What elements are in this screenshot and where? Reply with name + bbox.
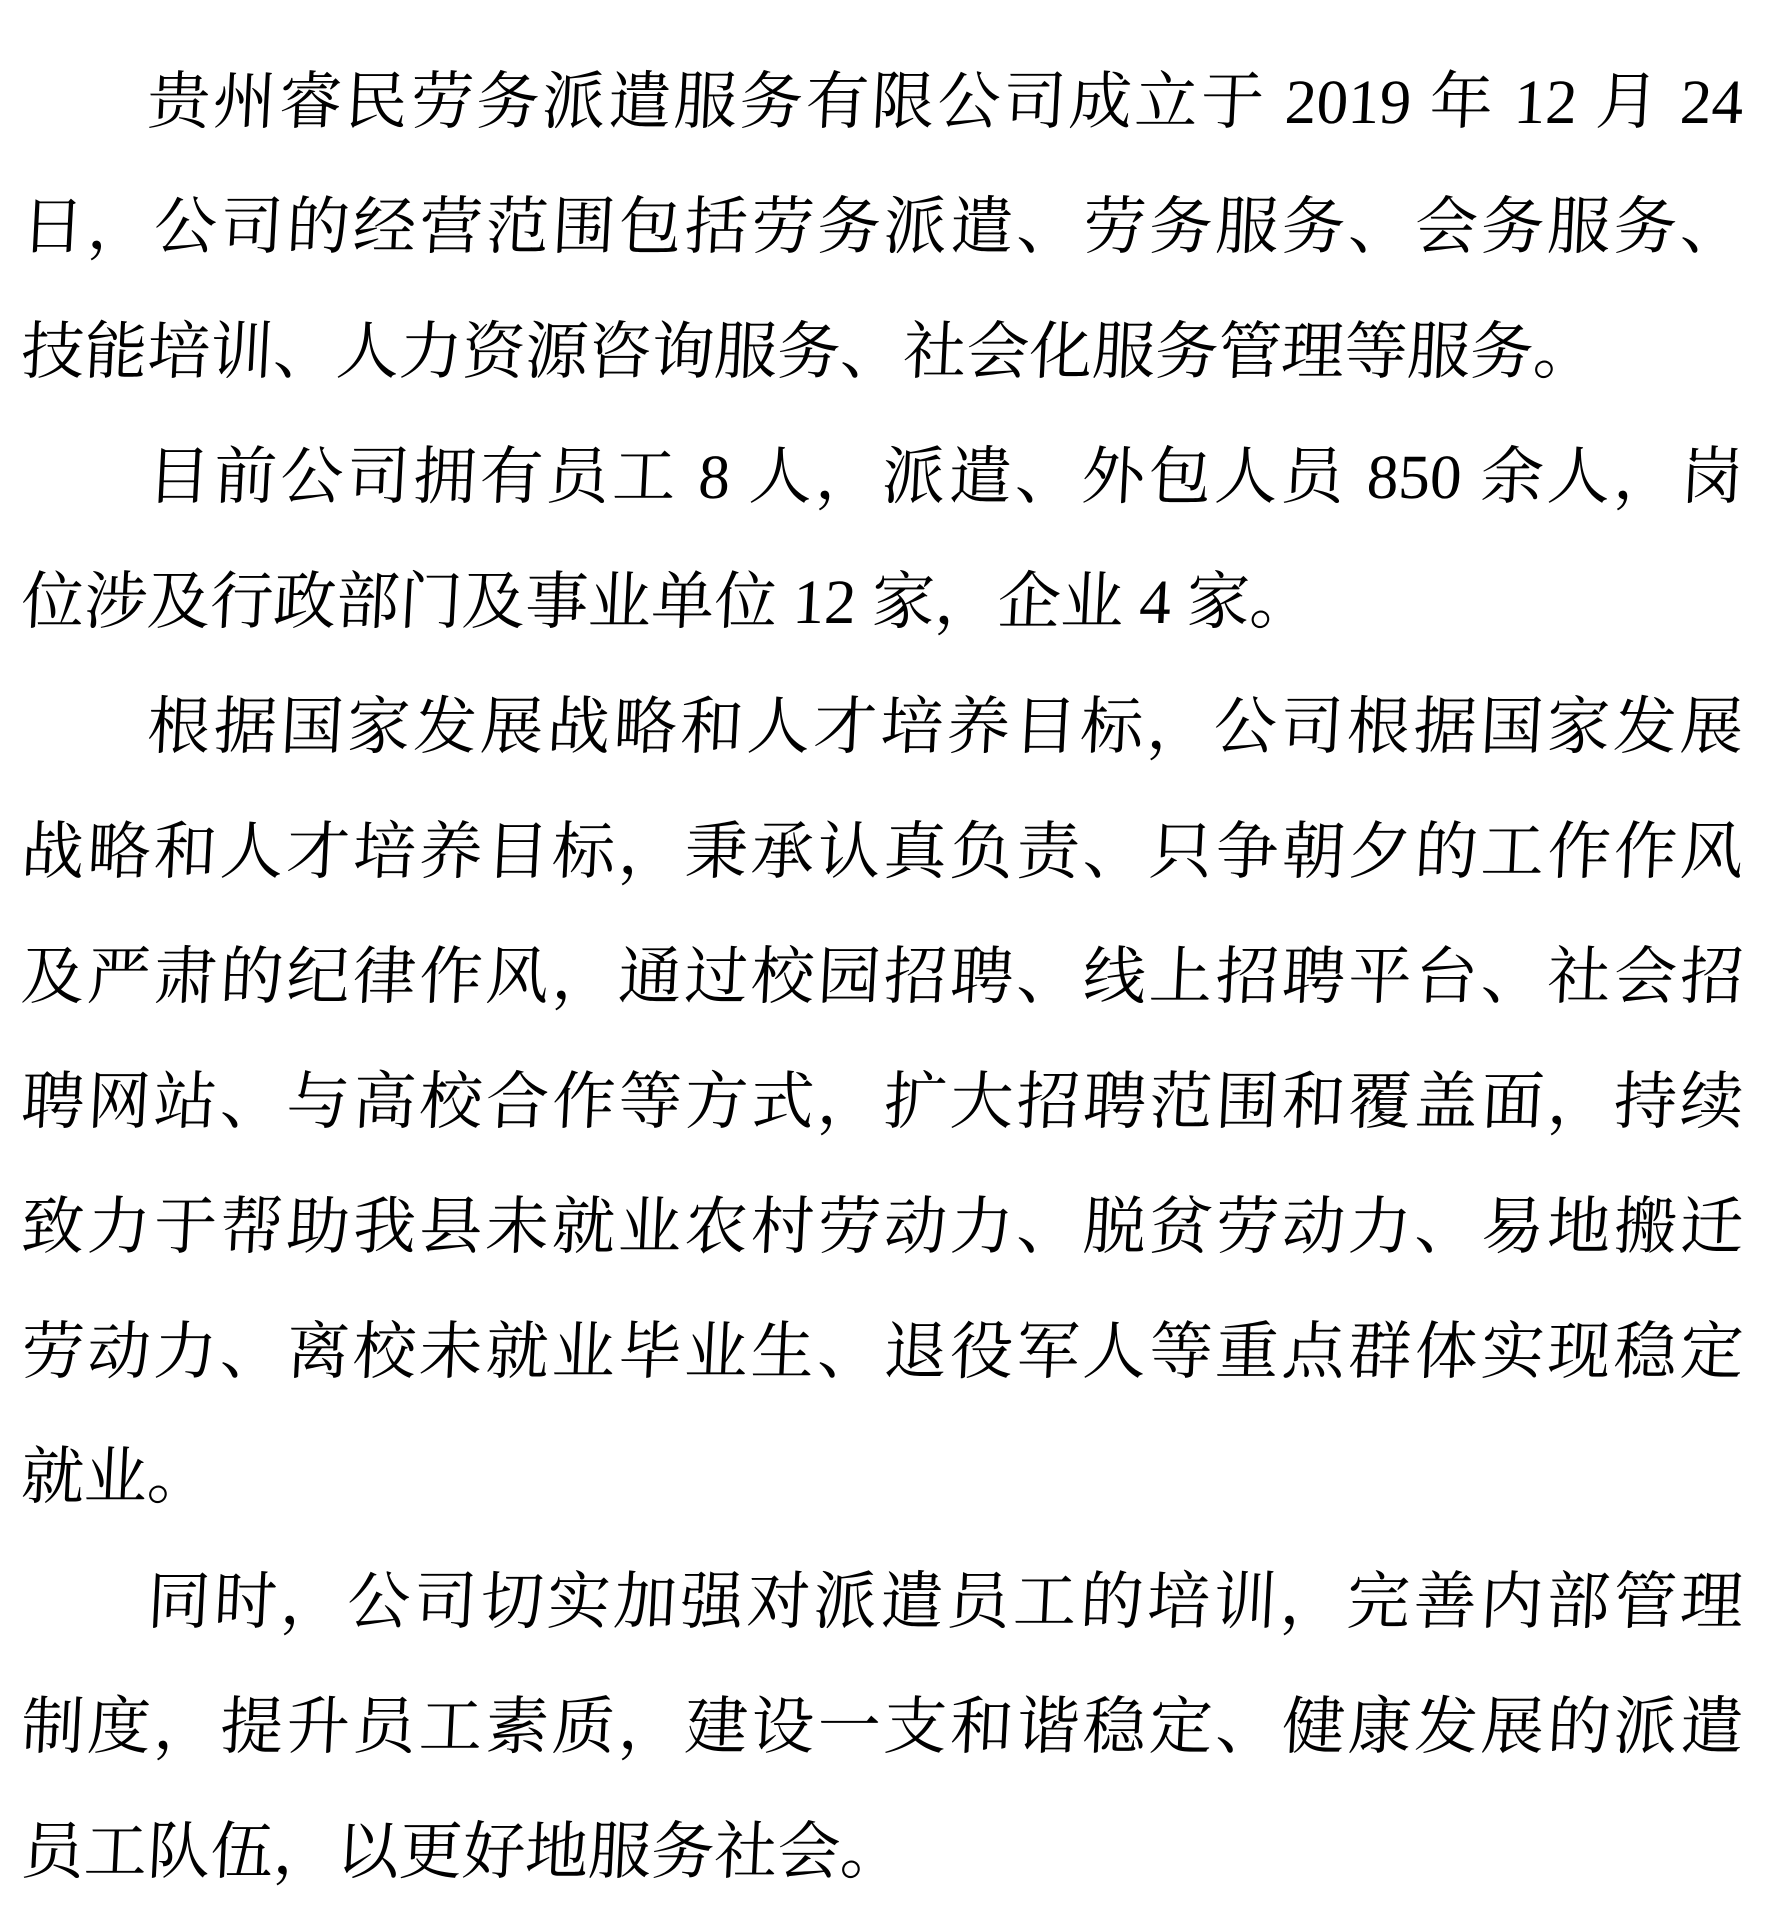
text-line: 及严肃的纪律作风，通过校园招聘、线上招聘平台、社会招 <box>19 942 1746 1012</box>
text-line: 就业。 <box>19 1442 213 1512</box>
text-line: 目前公司拥有员工 8 人，派遣、外包人员 850 余人，岗 <box>145 442 1746 512</box>
text-line: 致力于帮助我县未就业农村劳动力、脱贫劳动力、易地搬迁 <box>19 1192 1746 1262</box>
paragraph-company-intro <box>18 40 1746 415</box>
text-line: 战略和人才培养目标，秉承认真负责、只争朝夕的工作作风 <box>19 817 1746 887</box>
text-line: 贵州睿民劳务派遣服务有限公司成立于 2019 年 12 月 24 <box>145 67 1746 137</box>
text-line: 根据国家发展战略和人才培养目标，公司根据国家发展 <box>145 692 1746 762</box>
paragraph-recruitment-strategy <box>18 665 1746 1540</box>
text-line: 聘网站、与高校合作等方式，扩大招聘范围和覆盖面，持续 <box>19 1067 1746 1137</box>
text-line: 员工队伍，以更好地服务社会。 <box>19 1817 906 1887</box>
text-line: 技能培训、人力资源咨询服务、社会化服务管理等服务。 <box>19 317 1599 387</box>
text-line: 日，公司的经营范围包括劳务派遣、劳务服务、会务服务、 <box>19 192 1746 262</box>
paragraph-training-management <box>18 1540 1746 1915</box>
text-line: 劳动力、离校未就业毕业生、退役军人等重点群体实现稳定 <box>19 1317 1746 1387</box>
paragraph-staff-numbers <box>18 415 1746 665</box>
text-line: 同时，公司切实加强对派遣员工的培训，完善内部管理 <box>145 1567 1746 1637</box>
text-line: 制度，提升员工素质，建设一支和谐稳定、健康发展的派遣 <box>19 1692 1746 1762</box>
text-line: 位涉及行政部门及事业单位 12 家，企业 4 家。 <box>19 567 1315 637</box>
